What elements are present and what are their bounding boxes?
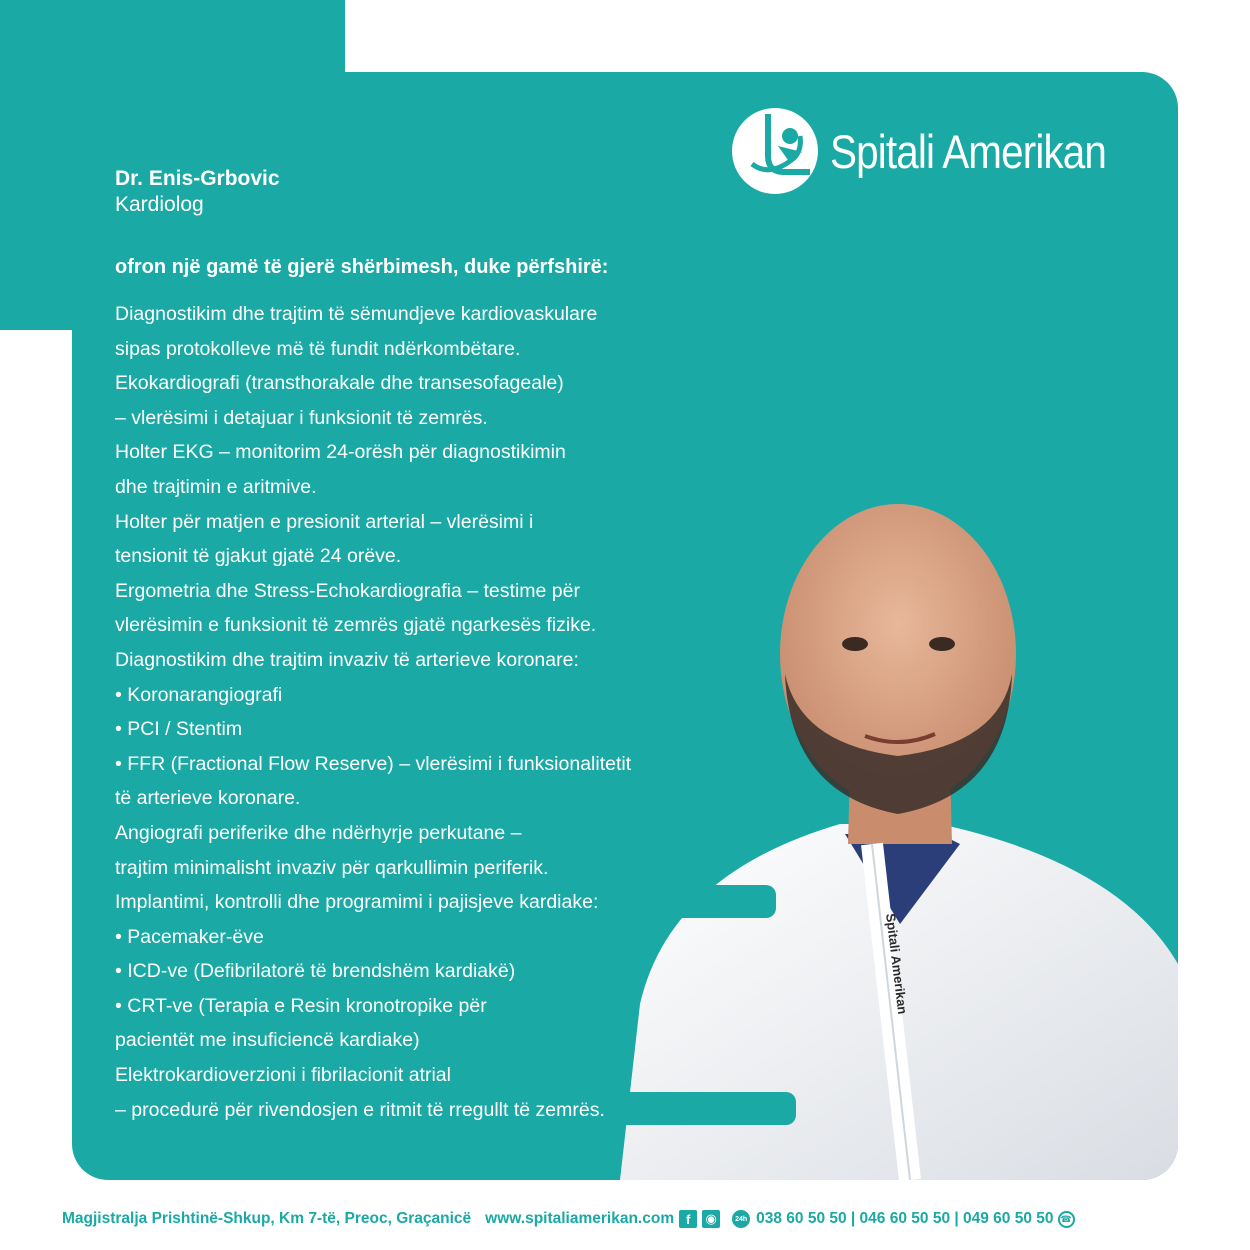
service-line: – vlerësimi i detajuar i funksionit të zemrës. (115, 406, 488, 429)
info-card (72, 72, 1178, 1180)
hours-badge: 24h (732, 1210, 750, 1228)
doctor-role: Kardiolog (115, 193, 204, 216)
lanyard-text: Spitali Amerikan (883, 912, 911, 1016)
viber-icon[interactable]: ☎ (1058, 1211, 1075, 1228)
service-line: tensionit të gjakut gjatë 24 orëve. (115, 545, 402, 568)
service-line: • CRT-ve (Terapia e Resin kronotropike për (115, 994, 487, 1017)
services-intro: ofron një gamë të gjerë shërbimesh, duke përfshirë: (115, 256, 609, 278)
service-line: Diagnostikim dhe trajtim të sëmundjeve kardiovaskulare (115, 303, 598, 325)
facebook-icon[interactable]: f (679, 1210, 697, 1228)
footer-contact-bar (62, 1205, 1202, 1233)
service-line: – procedurë për rivendosjen e ritmit të rregullt të zemrës. (115, 1098, 605, 1121)
doctor-name: Dr. Enis-Grbovic (115, 167, 280, 190)
service-line: • PCI / Stentim (115, 718, 243, 741)
service-line: Ergometria dhe Stress-Echokardiografia – testime për (115, 579, 580, 602)
instagram-icon[interactable]: ◉ (702, 1210, 720, 1228)
service-line: dhe trajtimin e aritmive. (115, 475, 317, 498)
footer-website-link[interactable]: www.spitaliamerikan.com (485, 1210, 675, 1227)
service-line: • Pacemaker-ëve (115, 925, 264, 948)
brand-name: Spitali Amerikan (830, 124, 1107, 178)
service-line: • FFR (Fractional Flow Reserve) – vlerësimi i funksionalitetit (115, 752, 632, 775)
service-line: Holter EKG – monitorim 24-orësh për diagnostikimin (115, 441, 566, 464)
service-line: sipas protokolleve më të fundit ndërkombëtare. (115, 337, 521, 360)
service-line: trajtim minimalisht invaziv për qarkullimin periferik. (115, 856, 549, 879)
spitali-amerikan-logo-icon (730, 106, 820, 196)
service-line: Diagnostikim dhe trajtim invaziv të arterieve koronare: (115, 648, 579, 671)
footer-address: Magjistralja Prishtinë-Shkup, Km 7-të, Preoc, Graçanicë (62, 1210, 472, 1227)
service-line: Elektrokardioverzioni i fibrilacionit atrial (115, 1064, 451, 1087)
service-line: Implantimi, kontrolli dhe programimi i pajisjeve kardiake: (115, 891, 599, 914)
service-line: Angiografi periferike dhe ndërhyrje perkutane – (115, 821, 522, 844)
service-line: Holter për matjen e presionit arterial – vlerësimi i (115, 510, 534, 533)
service-line: • ICD-ve (Defibrilatorë të brendshëm kardiakë) (115, 960, 516, 983)
service-line: • Koronarangiografi (115, 683, 283, 706)
service-line: të arterieve koronare. (115, 787, 301, 810)
service-line: Ekokardiografi (transthorakale dhe transesofageale) (115, 372, 564, 395)
service-line: pacientët me insuficiencë kardiake) (115, 1029, 420, 1052)
service-line: vlerësimin e funksionit të zemrës gjatë ngarkesës fizike. (115, 614, 597, 637)
footer-phones[interactable]: 038 60 50 50 | 046 60 50 50 | 049 60 50 50 (756, 1210, 1054, 1227)
brand-logo (730, 106, 1151, 196)
services-list (115, 297, 815, 1127)
